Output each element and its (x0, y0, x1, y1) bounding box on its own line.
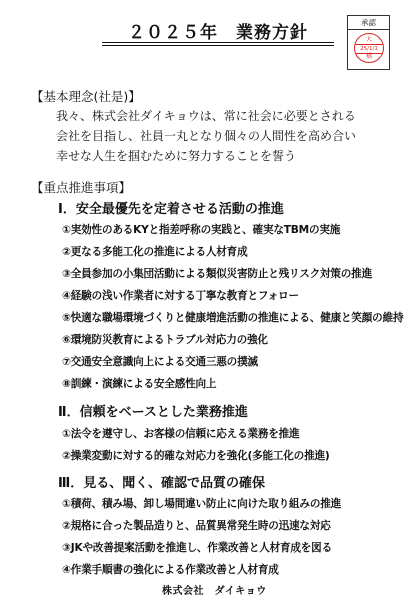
approval-label: 承認 (348, 16, 389, 30)
document-title: ２０２５年 業務方針 (128, 23, 308, 43)
list-item: ⑤快適な職場環境づくりと健康増進活動の推進による、健康と笑顔の維持 (62, 312, 404, 324)
list-item: ④作業手順書の強化による作業改善と人材育成 (62, 564, 279, 576)
list-item: ②規格に合った製品造りと、品質異常発生時の迅速な対応 (62, 520, 331, 532)
title-underline-inner (102, 45, 334, 46)
philosophy-line: 幸せな人生を掴むために努力することを誓う (56, 149, 297, 163)
group-heading-trust: Ⅱ．信頼をベースとした業務推進 (58, 405, 248, 420)
list-item: ③全員参加の小集団活動による類似災害防止と残リスク対策の推進 (62, 268, 372, 280)
seal-bottom-text: 橋 (365, 53, 372, 60)
list-item: ②操業変動に対する的確な対応力を強化(多能工化の推進) (62, 450, 330, 462)
list-item: ①実効性のあるKYと指差呼称の実践と、確実なTBMの実施 (62, 224, 341, 236)
list-item: ②更なる多能工化の推進による人材育成 (62, 246, 248, 258)
section-basic-philosophy-heading: 【基本理念(社是)】 (31, 89, 141, 104)
list-item: ⑧訓練・演練による安全感性向上 (62, 378, 217, 390)
philosophy-line: 我々、株式会社ダイキョウは、常に社会に必要とされる (56, 109, 356, 123)
philosophy-line: 会社を目指し、社員一丸となり個々の人間性を高め合い (56, 129, 357, 143)
title-underline (102, 42, 334, 43)
list-item: ⑦交通安全意識向上による交通三悪の撲滅 (62, 356, 258, 368)
section-priority-items-heading: 【重点推進事項】 (31, 180, 132, 195)
company-name-footer: 株式会社 ダイキョウ (162, 586, 267, 597)
group-heading-quality: Ⅲ．見る、聞く、確認で品質の確保 (58, 476, 266, 491)
list-item: ③JKや改善提案活動を推進し、作業改善と人材育成を図る (62, 542, 332, 554)
approval-seal-stamp (354, 33, 384, 63)
group-heading-safety: Ⅰ．安全最優先を定着させる活動の推進 (58, 202, 284, 217)
list-item: ①法令を遵守し、お客様の信頼に応える業務を推進 (62, 428, 300, 440)
list-item: ①積荷、積み場、卸し場間違い防止に向けた取り組みの推進 (62, 498, 342, 510)
list-item: ④経験の浅い作業者に対する丁寧な教育とフォロー (62, 290, 299, 302)
approval-box (347, 15, 390, 70)
seal-top-text: 大 (365, 36, 372, 43)
seal-date-text: 25/1/1 (355, 44, 383, 54)
list-item: ⑥環境防災教育によるトラブル対応力の強化 (62, 334, 268, 346)
